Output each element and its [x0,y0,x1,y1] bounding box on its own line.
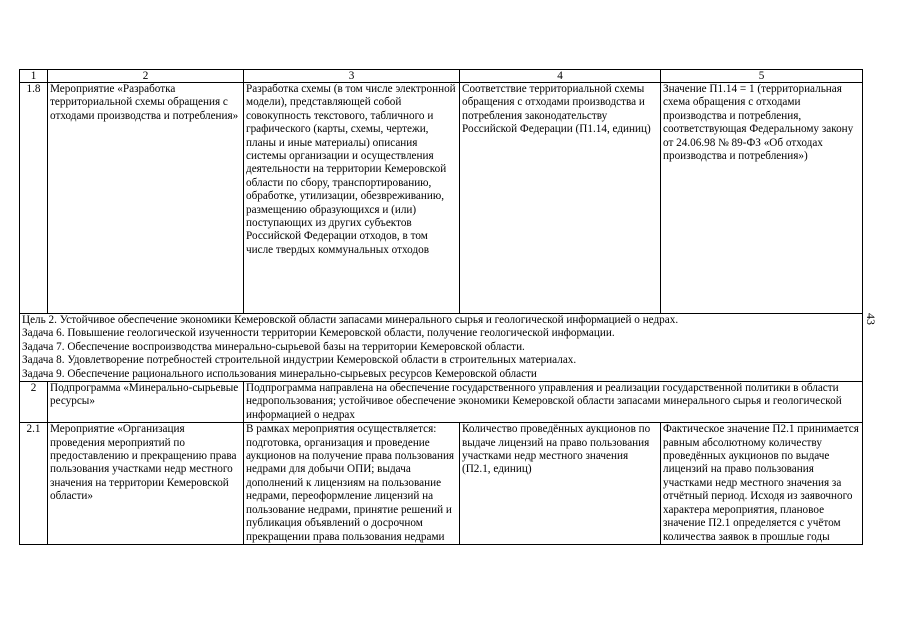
table-row-1-8 [20,83,863,314]
row-description: Подпрограмма направлена на обеспечение государственного управления и реализации государственной политики в области недропользования; устойчивое обеспечение экономики Кемеровской области запасами минерального сырья и геологической информацией о недрах [244,382,863,423]
task-9-text: Задача 9. Обеспечение рационального использования минерально-сырьевых ресурсов Кемеровской области [22,367,537,380]
page-number: 43 [864,313,878,325]
goal-tasks-row [20,314,863,382]
row-description: В рамках мероприятия осуществляется: подготовка, организация и проведение аукционов на получение права пользования недрами для добычи ОПИ; выдача дополнений к лицензиям на пользование недрами, переоформление лицензий на пользование недрами, принятие решений и публикация объявлений о досрочном прекращении права пользования недрами [244,423,460,545]
row-name: Мероприятие «Разработка территориальной схемы обращения с отходами производства и потребления» [48,83,244,314]
goal-tasks-cell [20,314,863,382]
row-number: 2 [20,382,48,423]
row-indicator: Соответствие территориальной схемы обращения с отходами производства и потребления законодательству Российской Федерации (П1.14, единиц) [460,83,661,314]
header-cell: 5 [661,70,863,83]
row-number: 1.8 [20,83,48,314]
row-description: Разработка схемы (в том числе электронной модели), представляющей собой совокупность текстового, табличного и графического (карты, схемы, чертежи, планы и иные материалы) описания системы организации и осуществления деятельности на территории Кемеровской области по сбору, транспортированию, обработке, утилизации, обезвреживанию, размещению образующихся и (или) поступающих из других субъектов Российской Федерации отходов, в том числе твердых коммунальных отходов [244,83,460,314]
row-name: Подпрограмма «Минерально-сырьевые ресурсы» [48,382,244,423]
row-value: Значение П1.14 = 1 (территориальная схема обращения с отходами производства и потребления, соответствующая Федеральному закону от 24.06.98 № 89-ФЗ «Об отходах производства и потребления») [661,83,863,314]
header-row [20,70,863,83]
table-row-2 [20,382,863,423]
program-table [19,69,863,545]
header-cell: 1 [20,70,48,83]
row-number: 2.1 [20,423,48,545]
row-name: Мероприятие «Организация проведения мероприятий по предоставлению и прекращению права пользования участками недр местного значения на территории Кемеровской области» [48,423,244,545]
header-cell: 3 [244,70,460,83]
table-row-2-1 [20,423,863,545]
goal-2-text: Цель 2. Устойчивое обеспечение экономики Кемеровской области запасами минерального сырья и геологической информацией о недрах. [22,314,679,326]
task-7-text: Задача 7. Обеспечение воспроизводства минерально-сырьевой базы на территории Кемеровской области. [22,340,525,353]
task-8-text: Задача 8. Удовлетворение потребностей строительной индустрии Кемеровской области в строительных материалах. [22,354,577,367]
row-indicator: Количество проведённых аукционов по выдаче лицензий на право пользования участками недр местного значения (П2.1, единиц) [460,423,661,545]
row-value: Фактическое значение П2.1 принимается равным абсолютному количеству проведённых аукционов по выдаче лицензий на право пользования участками недр местного значения за отчётный период. Исходя из заявочного характера мероприятия, плановое значение П2.1 определяется с учётом количества заявок в прошлые годы [661,423,863,545]
header-cell: 2 [48,70,244,83]
header-cell: 4 [460,70,661,83]
task-6-text: Задача 6. Повышение геологической изученности территории Кемеровской области, получение геологической информации. [22,327,615,340]
